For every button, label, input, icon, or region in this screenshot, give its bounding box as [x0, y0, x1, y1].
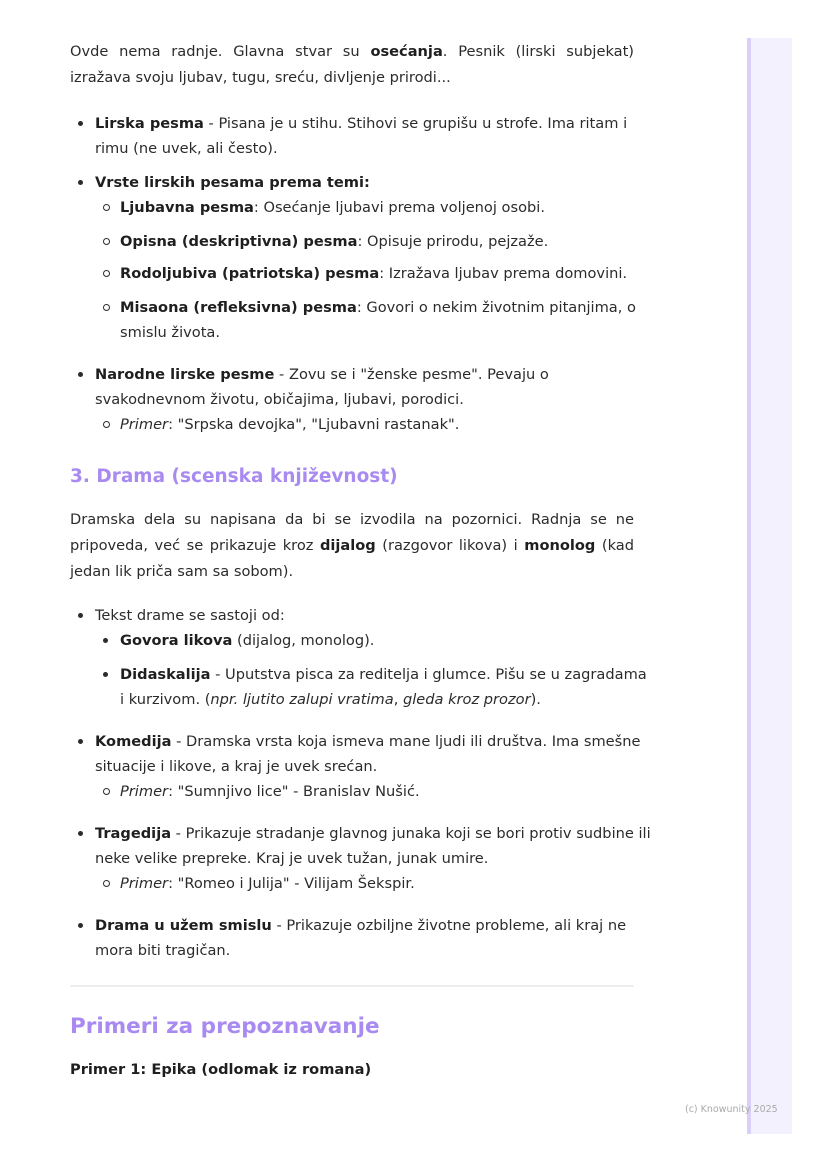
example-item [120, 779, 420, 804]
list-item-tekst [95, 603, 285, 628]
term: Tragedija [95, 825, 172, 842]
intro-text-2: . Pesnik (lirski subjekat) izražava svoju ljubav, tugu, sreću, divljenje prirodi... [70, 43, 634, 86]
section-heading-drama: 3. Drama (scenska književnost) [70, 466, 398, 487]
list-item-continuation [95, 846, 488, 871]
subheading-primer-1: Primer 1: Epika (odlomak iz romana) [70, 1061, 372, 1078]
example-label: Primer [120, 783, 169, 800]
definition: (dijalog, monolog). [232, 632, 375, 649]
definition: : Govori o nekim životnim pitanjima, o [356, 299, 636, 316]
list-item-continuation [95, 938, 230, 963]
list-item-tragedija [95, 821, 651, 846]
drama-paragraph [70, 507, 634, 585]
sublist-item [120, 229, 548, 254]
term: Drama u užem smislu [95, 917, 272, 934]
italic-text: npr. ljutito zalupi vratima [210, 691, 394, 708]
term: monolog [524, 537, 596, 554]
definition: - Uputstva pisca za reditelja i glumce. Pišu se u zagradama [210, 666, 647, 683]
term: Misaona (refleksivna) pesma [120, 299, 357, 316]
definition: i kurzivom. ( [120, 691, 211, 708]
term: Ljubavna pesma [120, 199, 254, 216]
paragraph-text: (razgovor likova) i [375, 537, 525, 554]
example-item [120, 871, 415, 896]
sublist-item-continuation [120, 320, 220, 345]
sublist-item-continuation [120, 687, 541, 712]
paragraph-text: (kad jedan lik priča sam sa sobom). [70, 537, 634, 580]
item-text: Tekst drame se sastoji od: [95, 607, 285, 624]
list-item-vrste [95, 170, 370, 195]
term: Rodoljubiva (patriotska) pesma [120, 265, 380, 282]
sublist-item [120, 662, 647, 687]
definition: neke velike prepreke. Kraj je uvek tužan, junak umire. [95, 850, 489, 867]
example-label: Primer [120, 416, 169, 433]
term: Opisna (deskriptivna) pesma [120, 233, 358, 250]
definition: - Zovu se i "ženske pesme". Pevaju o [274, 366, 549, 383]
term: Lirska pesma [95, 115, 204, 132]
paragraph-text: Dramska dela su napisana da bi se izvodila na pozornici. Radnja se ne pripoveda, već se prikazuje kroz [70, 511, 634, 554]
definition: : Opisuje prirodu, pejzaže. [357, 233, 549, 250]
sublist-item [120, 628, 374, 653]
term: Didaskalija [120, 666, 211, 683]
list-item-continuation [95, 387, 464, 412]
definition: ). [530, 691, 541, 708]
list-item-continuation [95, 136, 278, 161]
intro-bold: osećanja [370, 43, 443, 60]
term: dijalog [319, 537, 376, 554]
definition: - Prikazuje ozbiljne životne probleme, ali kraj ne [271, 917, 627, 934]
horizontal-divider [70, 985, 634, 987]
example-text: : "Sumnjivo lice" - Branislav Nušić. [168, 783, 420, 800]
example-text: : "Srpska devojka", "Ljubavni rastanak". [168, 416, 460, 433]
definition: mora biti tragičan. [95, 942, 231, 959]
definition: svakodnevnom životu, običajima, ljubavi, porodici. [95, 391, 464, 408]
definition: - Prikazuje stradanje glavnog junaka koji se bori protiv sudbine ili [171, 825, 651, 842]
intro-text: Ovde nema radnje. Glavna stvar su [70, 43, 371, 60]
term: Vrste lirskih pesama prema temi: [95, 174, 370, 191]
definition: smislu života. [120, 324, 221, 341]
sublist-item [120, 195, 545, 220]
copyright-footer: (c) Knowunity 2025 [685, 1104, 778, 1115]
list-item-narodne [95, 362, 549, 387]
term: Govora likova [120, 632, 233, 649]
definition: : Izražava ljubav prema domovini. [379, 265, 628, 282]
term: Narodne lirske pesme [95, 366, 275, 383]
sidebar-panel [747, 38, 792, 1134]
term: Komedija [95, 733, 172, 750]
example-item [120, 412, 459, 437]
italic-text: gleda kroz prozor [402, 691, 531, 708]
definition: : Osećanje ljubavi prema voljenoj osobi. [253, 199, 545, 216]
definition: - Dramska vrsta koja ismeva mane ljudi ili društva. Ima smešne [171, 733, 641, 750]
definition: - Pisana je u stihu. Stihovi se grupišu u strofe. Ima ritam i [203, 115, 628, 132]
section-heading-primeri: Primeri za prepoznavanje [70, 1014, 380, 1039]
list-item-lirska-pesma [95, 111, 627, 136]
definition: rimu (ne uvek, ali često). [95, 140, 278, 157]
list-item-continuation [95, 754, 377, 779]
list-item-drama-uzem [95, 913, 626, 938]
definition: situacije i likove, a kraj je uvek srećan. [95, 758, 378, 775]
example-text: : "Romeo i Julija" - Vilijam Šekspir. [168, 875, 415, 892]
sublist-item [120, 295, 636, 320]
list-item-komedija [95, 729, 641, 754]
example-label: Primer [120, 875, 169, 892]
definition: , [393, 691, 403, 708]
intro-paragraph [70, 39, 634, 91]
sublist-item [120, 261, 627, 286]
